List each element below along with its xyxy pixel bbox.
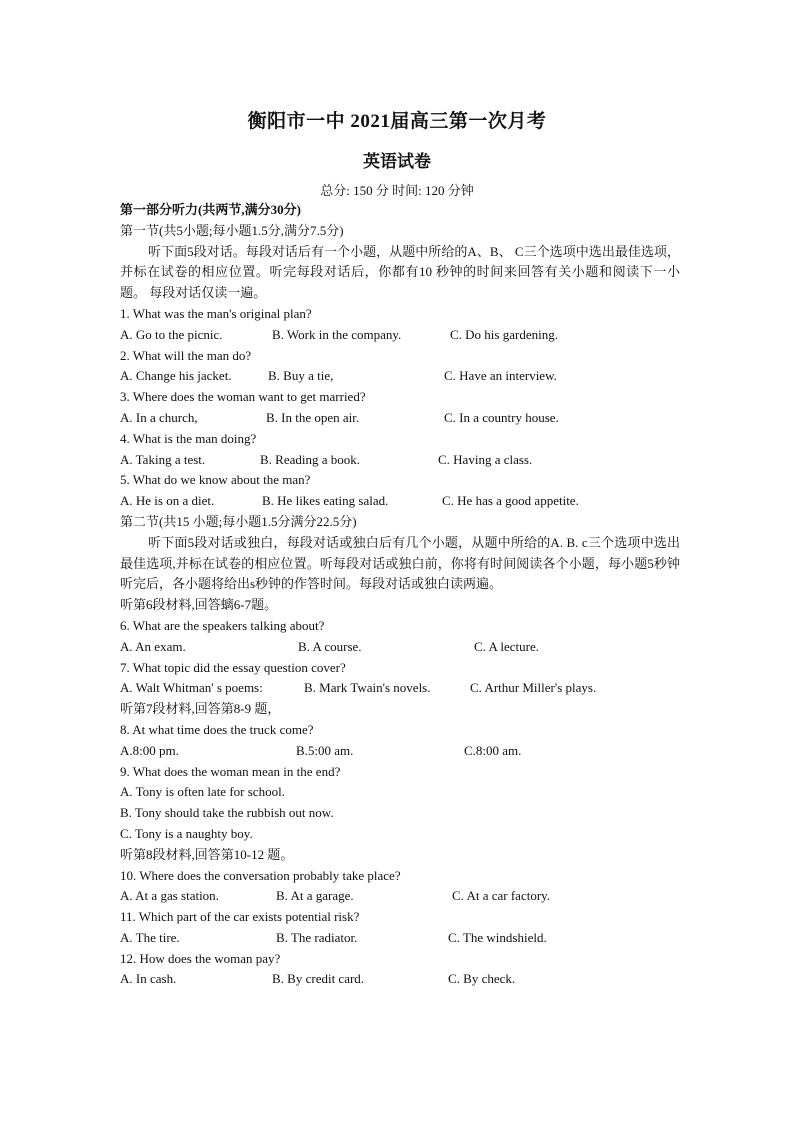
option-b: B. A course. [298,638,362,654]
option-a: A. At a gas station. [120,888,219,904]
question-options [120,325,680,346]
question-stem: 7. What topic did the essay question cover? [120,659,346,675]
option-c: C. Arthur Miller's plays. [470,680,597,696]
page-title: 衡阳市一中 2021届高三第一次月考 [247,111,547,132]
question-options [120,928,680,949]
option-b: B. Reading a book. [260,451,361,467]
option-b: B. In the open air. [266,409,360,425]
question-options [120,366,680,387]
option-c: C. A lecture. [474,638,539,654]
option-c: C.8:00 am. [464,742,522,758]
question-options [120,491,680,512]
question-stem: 8. At what time does the truck come? [120,721,314,737]
option-a: A. Walt Whitman' s poems: [120,680,263,696]
page-subtitle: 英语试卷 [363,152,431,171]
option-a: A. An exam. [120,638,186,654]
question-options [120,741,680,762]
option-c: C. In a country house. [444,409,559,425]
question-stem: 9. What does the woman mean in the end? [120,763,341,779]
question-stem: 10. Where does the conversation probably take place? [120,867,401,883]
option-c: C. Do his gardening. [450,326,558,342]
option-c: C. The windshield. [448,929,547,945]
section2-instructions: 听下面5段对话或独白，每段对话或独白后有几个小题，从题中所给的A. B. c三个选项中选出最佳选项,并标在试卷的相应位置。听每段对话或独白前，你将有时间阅读各个小题，每小题5秒钟听完后，各小题将给出s秒钟的作答时间。每段对话或独白读两遍。 [120,534,680,592]
option-b: B.5:00 am. [296,742,354,758]
question-options [120,886,680,907]
question-options [120,450,680,471]
exam-body [120,200,680,990]
question-stem: 2. What will the man do? [120,347,252,363]
question-stem: 5. What do we know about the man? [120,472,311,488]
option-a: A. Tony is often late for school. [120,784,285,800]
option-a: A. In cash. [120,971,177,987]
question-stem: 3. Where does the woman want to get married? [120,389,366,405]
question-options [120,637,680,658]
question-stem: 11. Which part of the car exists potential risk? [120,909,360,925]
option-c: C. By check. [448,971,516,987]
option-a: A. He is on a diet. [120,493,215,509]
question-options [120,408,680,429]
option-b: B. Buy a tie, [268,368,334,384]
option-c: C. Having a class. [438,451,533,467]
section2-heading: 第二节(共15 小题;每小题1.5分满分22.5分) [120,513,357,529]
option-a: A. The tire. [120,929,180,945]
option-a: A. Taking a test. [120,451,206,467]
option-c: C. At a car factory. [452,888,551,904]
option-a: A. Change his jacket. [120,368,232,384]
option-b: B. Work in the company. [272,326,402,342]
question-options [120,969,680,990]
option-a: A. In a church, [120,409,198,425]
option-b: B. By credit card. [272,971,365,987]
option-b: B. At a garage. [276,888,354,904]
passage-intro: 听第6段材料,回答螭6-7题。 [120,597,278,613]
question-stem: 6. What are the speakers talking about? [120,617,325,633]
question-stem: 4. What is the man doing? [120,430,257,446]
option-a: A.8:00 pm. [120,742,179,758]
option-b: B. The radiator. [276,929,358,945]
passage-intro: 听第8段材料,回答第10-12 题。 [120,846,294,862]
question-stem: 1. What was the man's original plan? [120,305,312,321]
exam-meta: 总分: 150 分 时间: 120 分钟 [320,183,474,198]
option-c: C. Tony is a naughty boy. [120,825,253,841]
option-c: C. He has a good appetite. [442,493,579,509]
option-b: B. He likes eating salad. [262,493,389,509]
section1-heading: 第一节(共5小题;每小题1.5分,满分7.5分) [120,222,344,238]
part1-heading: 第一部分听力(共两节,满分30分) [120,202,301,217]
option-a: A. Go to the picnic. [120,326,223,342]
option-b: B. Mark Twain's novels. [304,680,431,696]
question-stem: 12. How does the woman pay? [120,950,281,966]
section1-instructions: 听下面5段对话。每段对话后有一个小题，从题中所给的A、B、 C三个选项中选出最佳选项，并标在试卷的相应位置。听完每段对话后，你都有10 秒钟的时间来回答有关小题和阅读下一小题。 每段对话仅读一遍。 [120,243,680,301]
option-b: B. Tony should take the rubbish out now. [120,805,334,821]
passage-intro: 听第7段材料,回答第8-9 题， [120,701,281,717]
option-c: C. Have an interview. [444,368,557,384]
question-options [120,678,680,699]
